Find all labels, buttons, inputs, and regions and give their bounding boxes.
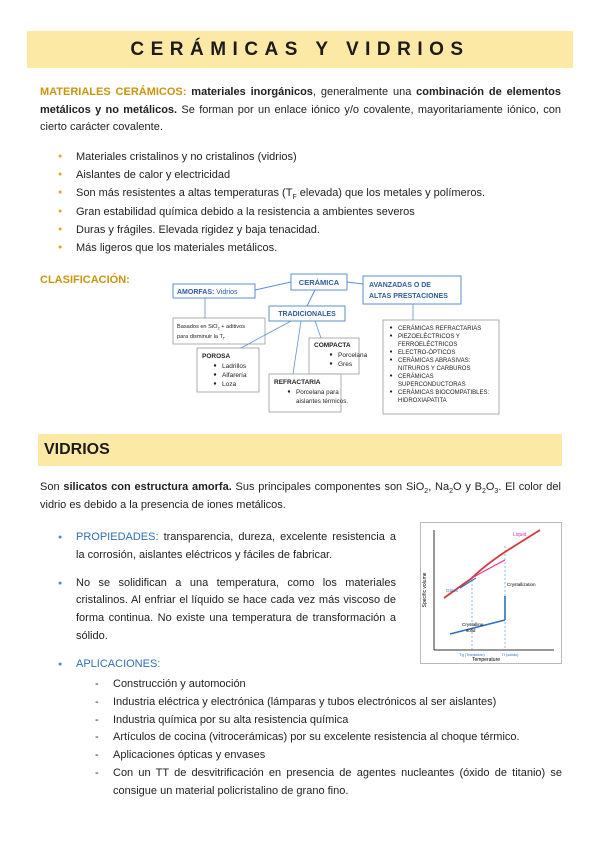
avanzadas-item: ELECTRO-ÓPTICOS	[398, 350, 456, 356]
text: . El color del vidrio es debido a la presencia de iones metálicos.	[40, 481, 561, 511]
list-item: ● Materiales cristalinos y no cristalinos (vidrios)	[58, 148, 485, 166]
intro-paragraph	[40, 84, 561, 137]
list-item: ● Duras y frágiles. Elevada rigidez y baja tenacidad.	[58, 221, 485, 239]
compacta-item: Porcelana	[338, 352, 368, 359]
porosa-node: POROSA	[202, 353, 231, 360]
avanzadas-item: NITRUROS Y CARBUROS	[398, 366, 471, 372]
subscript: 2	[449, 488, 453, 496]
vidrios-intro	[40, 479, 561, 514]
list-item: - Industria eléctrica y electrónica (lámparas y tubos electrónicos al ser aislantes)	[93, 694, 562, 712]
avanzadas-item: CERÁMICAS	[398, 374, 434, 380]
avanzadas-item: CERÁMICAS BIOCOMPATIBLES:	[398, 390, 490, 396]
list-item	[58, 529, 396, 565]
glass-label: Glass	[446, 588, 458, 593]
refractaria-item-2: aislantes térmicos.	[296, 398, 349, 405]
crystalline-label-2: solid	[466, 628, 476, 633]
list-item: - Artículos de cocina (vitrocerámicas) por su excelente resistencia al choque térmico.	[93, 729, 562, 747]
amorfas-note-2: para disminuir la $T_f$.	[177, 334, 226, 341]
text: O	[485, 481, 495, 493]
intro-bold-1: materiales inorgánicos	[191, 86, 313, 98]
avanzadas-node-line-1: AVANZADAS O DE	[369, 282, 431, 289]
title-bar	[27, 31, 573, 68]
subscript: F	[292, 194, 297, 202]
root-node: CERÁMICA	[298, 278, 340, 287]
text: Sus principales componentes son SiO	[231, 481, 425, 493]
list-item	[58, 656, 396, 674]
porosa-item: Alfarería	[222, 372, 247, 379]
porosa-item: Ladrillos	[222, 363, 247, 370]
vidrios-heading: VIDRIOS	[44, 441, 110, 458]
list-item: - Con un TT de desvitrificación en presencia de agentes nucleantes (óxido de titanio) se consigue un material policristalino de grano fino.	[93, 765, 562, 801]
porosa-item: Loza	[222, 381, 237, 388]
list-item: - Aplicaciones ópticas y envases	[93, 747, 562, 765]
x-axis-label: Temperature	[471, 657, 501, 663]
subscript: 2	[424, 488, 429, 496]
amorfas-note-1: Basados en SiO$_2$ + aditivos	[177, 324, 246, 331]
text-bold: silicatos con estructura amorfa.	[63, 481, 232, 493]
tg-label: Tg (Transición)	[459, 653, 485, 657]
item-text: Son más resistentes a altas temperaturas (T	[76, 187, 293, 200]
list-item: ● Más ligeros que los materiales metálicos.	[58, 239, 485, 257]
avanzadas-item: FERROELÉCTRICOS	[398, 342, 458, 348]
list-item: ● Aislantes de calor y electricidad	[58, 166, 485, 184]
item-text: elevada) que los metales y polímeros.	[296, 187, 486, 200]
intro-text-1: , generalmente una	[312, 86, 417, 98]
liquid-label: Liquid	[513, 532, 527, 538]
list-item	[58, 184, 485, 202]
applications-label: APLICACIONES:	[76, 657, 161, 670]
classification-diagram	[165, 270, 535, 420]
amorfas-node: AMORFAS: Vidrios	[177, 289, 238, 296]
text: , Na	[428, 481, 450, 493]
vidrios-heading-bar	[38, 434, 562, 466]
list-item: ● No se solidifican a una temperatura, como los materiales cristalinos. Al enfriar el líquido se hace cada vez más viscoso de forma continua. No existe una temperatura de transformación a sólido.	[58, 575, 396, 646]
intro-bold-2: combinación de elementos metálicos y no metálicos.	[40, 86, 561, 116]
list-item: - Construcción y automoción	[93, 676, 562, 694]
page-title: CERÁMICAS Y VIDRIOS	[130, 38, 470, 60]
refractaria-item-1: Porcelana para	[296, 389, 339, 396]
avanzadas-node-line-2: ALTAS PRESTACIONES	[369, 293, 448, 300]
properties-text: transparencia, dureza, excelente resistencia a la corrosión, aislantes eléctricos y fáciles de fabricar.	[76, 531, 396, 561]
avanzadas-item: CERÁMICAS REFRACTARIAS	[398, 326, 482, 332]
compacta-node: COMPACTA	[314, 342, 351, 349]
list-item: ● Gran estabilidad química debido a la resistencia a ambientes severos	[58, 203, 485, 221]
avanzadas-item: HIDROXIAPATITA	[398, 398, 447, 404]
volume-temperature-graph	[420, 522, 562, 664]
compacta-item: Gres	[338, 361, 353, 368]
intro-label: MATERIALES CERÁMICOS:	[40, 86, 187, 98]
list-item: - Industria química por su alta resistencia química	[93, 712, 562, 730]
crystalline-label-1: Crystalline	[462, 622, 484, 627]
classification-label: CLASIFICACIÓN:	[40, 274, 130, 286]
tradicionales-node: TRADICIONALES	[278, 311, 336, 318]
avanzadas-item: SUPERCONDUCTORAS	[398, 382, 466, 388]
tf-label: Tf (sólido)	[501, 653, 519, 657]
avanzadas-item: PIEZOELÉCTRICOS Y	[398, 334, 460, 340]
refractaria-node: REFRACTARIA	[274, 379, 321, 386]
subscript: 2	[481, 488, 486, 496]
applications-list	[93, 676, 562, 801]
ceramic-properties-list	[58, 148, 485, 257]
y-axis-label: Specific volume	[422, 572, 428, 608]
intro-text-2: Se forman por un enlace iónico y/o covalente, mayoritariamente iónico, con cierto carácter covalente.	[40, 103, 561, 133]
avanzadas-item: CERÁMICAS ABRASIVAS:	[398, 358, 471, 364]
text: O y B	[453, 481, 482, 493]
subscript: 3	[494, 488, 499, 496]
vidrios-properties-list	[58, 529, 396, 674]
crystallization-label: Crystallization	[507, 582, 536, 587]
text: Son	[40, 481, 64, 493]
properties-label: PROPIEDADES:	[76, 531, 159, 543]
